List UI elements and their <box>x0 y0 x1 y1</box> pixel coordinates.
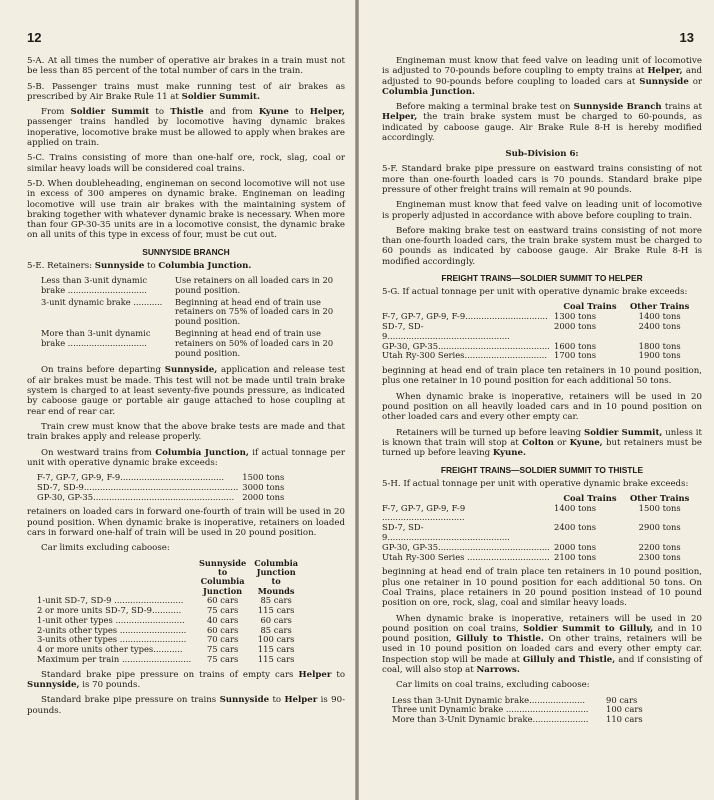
paragraph: Engineman must know that feed valve on leading unit of locomotive is properly adjusted in accordance with above before coupling to train. <box>382 200 702 221</box>
car-limits-title: Car limits excluding caboose: <box>41 543 170 554</box>
limit-value: 75 cars <box>206 605 239 616</box>
limit-label: Maximum per train .......................... <box>37 654 192 665</box>
page-number: 13 <box>679 30 694 45</box>
limit-value: 60 cars <box>260 614 292 625</box>
coal-tonnage: 1700 tons <box>554 350 597 361</box>
paragraph: On westward trains from Columbia Junction, if actual tonnage per unit with operative dynamic brake exceeds: <box>27 447 345 468</box>
table-row <box>382 553 693 563</box>
coal-tonnage: 2400 tons <box>554 522 597 533</box>
limit-value: 75 cars <box>206 644 239 655</box>
section-heading: SUNNYSIDE BRANCH <box>142 246 230 257</box>
retainer-use: Use retainers on all loaded cars in 20 pound position. <box>175 275 334 295</box>
column-header: Coal Trains <box>563 492 617 503</box>
paragraph: beginning at head end of train place ten retainers in 10 pound position, plus one retainer in 10 pound position for each additional 50 tons. <box>382 366 702 387</box>
tonnage: 2000 tons <box>242 491 285 502</box>
coal-tonnage: 1300 tons <box>554 311 597 322</box>
paragraph: On trains before departing Sunnyside, application and release test of air brakes must be made. This test will not be made until train brake system is charged to at least seventy-five pounds pressure, as indicated by caboose gauge or portable air gauge attached to hose coupling at rear end of rear car. <box>27 365 345 417</box>
limit-value: 40 cars <box>206 614 239 625</box>
car-limits-title: Car limits on coal trains, excluding caboose: <box>396 680 590 691</box>
column-header: Coal Trains <box>563 301 617 312</box>
tonnage: 1500 tons <box>242 472 285 483</box>
limit-value: 70 cars <box>206 634 239 645</box>
other-tonnage: 1900 tons <box>638 350 681 361</box>
rule-5d: 5-D. When doubleheading, engineman on second locomotive will not use in excess of 300 amperes on dynamic brake. Engineman on leading locomotive will use train air brakes with the maintaining system of braking together with whatever dynamic brake is necessary. When more than four GP-30-35 units are in a locomotive consist, the dynamic brake on all units of this type in excess of four, must be cut out. <box>27 178 345 241</box>
column-header: Sunnyside to Columbia Junction <box>199 557 247 596</box>
paragraph: When dynamic brake is inoperative, retainers will be used in 20 pound position on all heavily loaded cars and in 10 pound position on other loaded cars and every other empty car. <box>382 391 702 423</box>
limit-value: 110 cars <box>606 714 643 725</box>
limit-value: 115 cars <box>257 605 295 616</box>
tonnage-table <box>382 302 693 361</box>
page-number: 12 <box>27 30 42 45</box>
table-row <box>37 493 288 503</box>
other-tonnage: 1400 tons <box>638 311 681 322</box>
table-row <box>392 715 647 725</box>
limit-label: 2 or more units SD-7, SD-9........... <box>37 605 182 616</box>
coal-tonnage: 1600 tons <box>554 340 597 351</box>
limit-value: 100 cars <box>606 704 643 715</box>
paragraph: Standard brake pipe pressure on trains Sunnyside to Helper is 90-pounds. <box>27 695 346 716</box>
tonnage: 3000 tons <box>242 481 285 492</box>
subdivision-heading: Sub-Division 6: <box>505 149 579 160</box>
unit-type: GP-30, GP-35.......................................... <box>382 340 550 351</box>
coal-tonnage: 2100 tons <box>554 551 597 562</box>
paragraph: beginning at head end of train place ten retainers in 10 pound position, plus one retainer in 10 pound position for each additional 50 tons. On Coal Trains, place retainers in 20 pound position instead of 10 pound position on ore, rock, slag, coal and similar heavy loads. <box>382 567 702 609</box>
coal-tonnage: 1400 tons <box>554 502 597 513</box>
paragraph: retainers on loaded cars in forward one-fourth of train will be used in 20 pound position. When dynamic brake is inoperative, retainers on loaded cars in forward one-half of train will be used in 20 pound position. <box>27 507 345 539</box>
rule-5c: 5-C. Trains consisting of more than one-half ore, rock, slag, coal or similar heavy loads will be considered coal trains. <box>27 153 345 174</box>
other-tonnage: 1800 tons <box>638 340 681 351</box>
limit-label: 1-unit other types .......................... <box>37 614 185 625</box>
limit-label: Three unit Dynamic brake ............................... <box>392 704 589 715</box>
table-header <box>37 559 302 597</box>
limit-value: 115 cars <box>257 644 295 655</box>
retainer-use: Beginning at head end of train use retainers on 50% of loaded cars in 20 pound position. <box>175 328 334 358</box>
paragraph: Retainers will be turned up before leaving Soldier Summit, unless it is known that train will stop at Colton or Kyune, but retainers must be turned up before leaving Kyune. <box>382 427 703 459</box>
limit-value: 90 cars <box>606 694 638 705</box>
limit-label: 4 or more units other types........... <box>37 644 183 655</box>
retainer-condition: 3-unit dynamic brake ........... <box>41 296 163 307</box>
retainer-condition: More than 3-unit dynamic brake .............................. <box>41 328 151 348</box>
limit-value: 100 cars <box>257 634 295 645</box>
limit-value: 60 cars <box>206 624 239 635</box>
limit-label: 3-units other types ......................... <box>37 634 187 645</box>
limit-value: 60 cars <box>206 595 239 606</box>
unit-type: GP-30, GP-35..................................................... <box>37 491 235 502</box>
unit-type: F-7, GP-7, GP-9, F-9............................... <box>382 311 548 322</box>
limit-label: Less than 3-Unit Dynamic brake..................... <box>392 694 586 705</box>
rule-5g: 5-G. If actual tonnage per unit with operative dynamic brake exceeds: <box>382 287 688 298</box>
other-tonnage: 2200 tons <box>638 541 681 552</box>
coal-tonnage: 2000 tons <box>554 320 597 331</box>
table-row <box>382 322 693 342</box>
unit-type: F-7, GP-7, GP-9, F-9 ............................... <box>382 502 466 523</box>
unit-type: Utah Ry-300 Series............................... <box>382 350 547 361</box>
retainer-condition: Less than 3-unit dynamic brake .............................. <box>41 275 148 295</box>
other-tonnage: 2400 tons <box>638 320 681 331</box>
limit-label: 2-units other types ......................... <box>37 624 187 635</box>
retainer-table <box>41 276 345 360</box>
unit-type: GP-30, GP-35.......................................... <box>382 541 550 552</box>
page-12 <box>0 0 355 800</box>
limit-value: 75 cars <box>206 654 239 665</box>
tonnage-table <box>37 473 288 502</box>
limit-value: 115 cars <box>257 654 295 665</box>
paragraph: Standard brake pipe pressure on trains of empty cars Helper to Sunnyside, is 70 pounds. <box>27 669 345 691</box>
paragraph: Train crew must know that the above brake tests are made and that train brakes apply and release properly. <box>27 421 345 443</box>
limit-label: More than 3-Unit Dynamic brake..................... <box>392 714 589 725</box>
paragraph: Before making brake test on eastward trains consisting of not more than one-fourth loaded cars, the train brake system must be charged to 60 pounds as indicated by caboose gauge. Air Brake Rule 8-H is modified accordingly. <box>382 225 702 267</box>
coal-tonnage: 2000 tons <box>554 541 597 552</box>
table-row <box>382 504 693 524</box>
column-header: Other Trains <box>630 301 690 312</box>
rule-5f: 5-F. Standard brake pipe pressure on eastward trains consisting of not more than one-fourth loaded cars is 70 pounds. Standard brake pipe pressure of other freight trains will remain at 90 pounds. <box>382 164 702 195</box>
unit-type: SD-7, SD-9.............................................. <box>382 522 510 542</box>
unit-type: F-7, GP-7, GP-9, F-9....................................... <box>37 472 225 483</box>
limit-value: 85 cars <box>260 595 292 606</box>
retainer-use: Beginning at head end of train use retainers on 75% of loaded cars in 20 pound position. <box>175 296 334 327</box>
table-row <box>382 523 693 543</box>
tonnage-table <box>382 494 693 563</box>
column-header: Columbia Junction to Mounds <box>254 557 299 596</box>
limit-value: 85 cars <box>260 624 292 635</box>
other-tonnage: 1500 tons <box>638 502 681 513</box>
coal-car-limits-table <box>392 696 647 725</box>
table-row <box>37 655 302 665</box>
paragraph: Engineman must know that feed valve on leading unit of locomotive is adjusted to 70-pounds before coupling to empty trains at Helper, and adjusted to 90-pounds before coupling to loaded cars at Sunnyside or Columbia Junction. <box>382 56 703 97</box>
section-heading: FREIGHT TRAINS—SOLDIER SUMMIT TO THISTLE <box>440 464 644 475</box>
column-header: Other Trains <box>630 492 690 503</box>
other-tonnage: 2300 tons <box>638 551 681 562</box>
other-tonnage: 2900 tons <box>638 522 681 533</box>
unit-type: SD-7, SD-9.......................................................... <box>37 481 239 492</box>
limit-label: 1-unit SD-7, SD-9 .......................... <box>37 595 184 606</box>
rule-5h: 5-H. If actual tonnage per unit with operative dynamic brake exceeds: <box>382 478 689 489</box>
rule-5a: 5-A. At all times the number of operative air brakes in a train must not be less than 85 percent of the total number of cars in the train. <box>27 56 345 77</box>
paragraph: Before making a terminal brake test on Sunnyside Branch trains at Helper, the train brake system must be charged to 60-pounds, as indicated by caboose gauge. Air Brake Rule 8-H is hereby modified accordingly. <box>382 102 702 144</box>
paragraph: When dynamic brake is inoperative, retainers will be used in 20 pound position on coal trains, Soldier Summit to Gilluly, and in 10 pound position, Gilluly to Thistle. On other trains, retainers will be used in 10 pound position on loaded cars and every other empty car. Inspection stop will be made at Gilluly and Thistle, and if consisting of coal, will also stop at Narrows. <box>382 613 702 676</box>
rule-5e: 5-E. Retainers: Sunnyside to Columbia Junction. <box>27 260 252 271</box>
page-13 <box>359 0 714 800</box>
paragraph: From Soldier Summit to Thistle and from Kyune to Helper, passenger trains handled by locomotive having dynamic brakes inoperative, locomotive brake must be allowed to apply when brakes are applied on train. <box>27 107 346 149</box>
table-row <box>382 351 693 361</box>
rule-5b: 5-B. Passenger trains must make running test of air brakes as prescribed by Air Brake Rule 11 at Soldier Summit. <box>27 81 345 102</box>
car-limits-table <box>37 559 302 665</box>
unit-type: SD-7, SD-9.............................................. <box>382 320 510 341</box>
section-heading: FREIGHT TRAINS—SOLDIER SUMMIT TO HELPER <box>441 273 643 284</box>
unit-type: Utah Ry-300 Series ............................... <box>382 551 550 562</box>
